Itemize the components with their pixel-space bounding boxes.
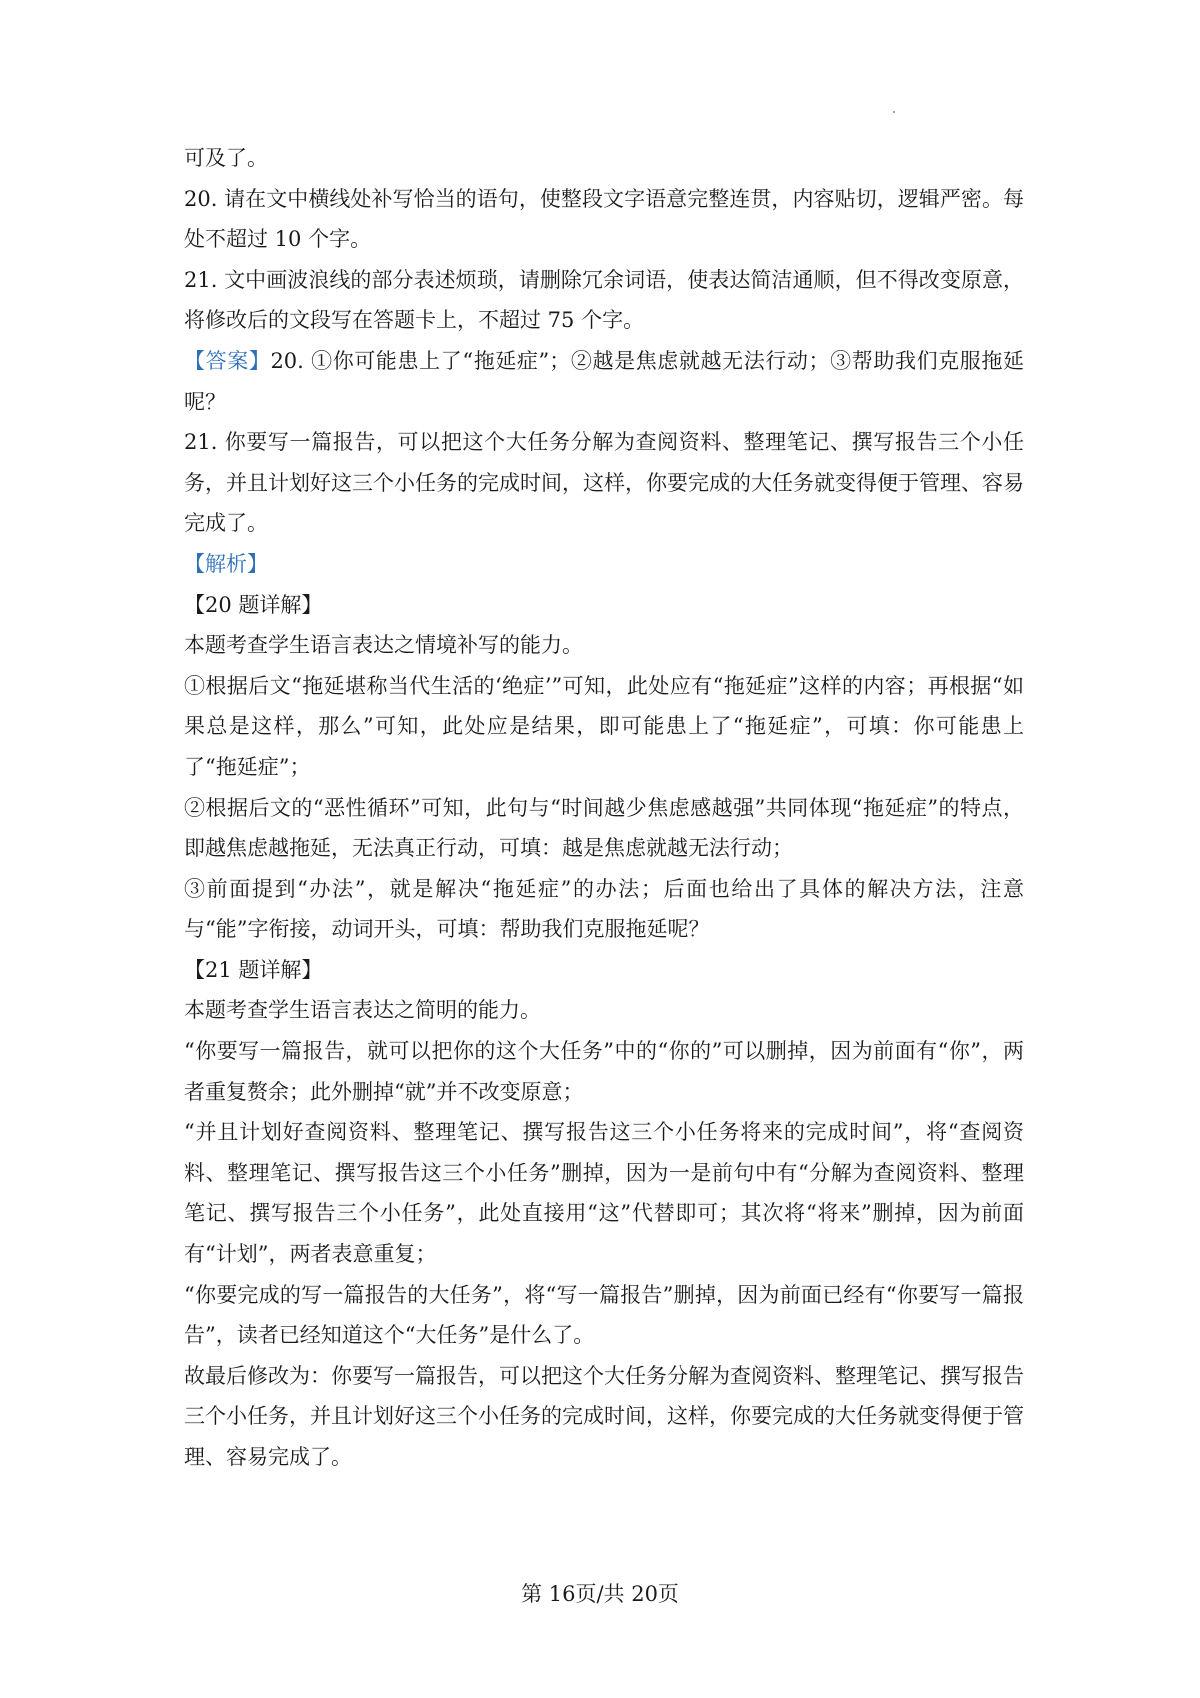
q20-point-1: ①根据后文“拖延堪称当代生活的‘绝症’”可知，此处应有“拖延症”这样的内容；再根据“如果总是这样，那么”可知，此处应是结果，即可能患上了“拖延症”，可填：你可能患上了“拖延症”； bbox=[184, 673, 1024, 779]
q21-intro: 本题考查学生语言表达之简明的能力。 bbox=[184, 998, 541, 1023]
q20-point-3: ③前面提到“办法”，就是解决“拖延症”的办法；后面也给出了具体的解决方法，注意与“能”字衔接，动词开头，可填：帮助我们克服拖延呢？ bbox=[184, 876, 1024, 942]
analysis-heading bbox=[184, 544, 1024, 585]
analysis-label: 【解析】 bbox=[184, 551, 268, 576]
answer-label: 【答案】 bbox=[184, 348, 271, 373]
q20-point-2: ②根据后文的“恶性循环”可知，此句与“时间越少焦虑感越强”共同体现“拖延症”的特点，即越焦虑越拖延，无法真正行动，可填：越是焦虑就越无法行动； bbox=[184, 795, 1024, 861]
q21-detail-heading: 【21 题详解】 bbox=[184, 957, 323, 982]
q20-detail-heading: 【20 题详解】 bbox=[184, 592, 323, 617]
question-21: 21. 文中画波浪线的部分表述烦琐，请删除冗余词语，使表达简洁通顺，但不得改变原意，将修改后的文段写在答题卡上，不超过 75 个字。 bbox=[184, 267, 1024, 333]
q21-point-2: “并且计划好查阅资料、整理笔记、撰写报告这三个小任务将来的完成时间”，将“查阅资料、整理笔记、撰写报告这三个小任务”删掉，因为一是前句中有“分解为查阅资料、整理笔记、撰写报告三个小任务”，此处直接用“这”代替即可；其次将“将来”删掉，因为前面有“计划”，两者表意重复； bbox=[184, 1120, 1024, 1267]
q21-point-3: “你要完成的写一篇报告的大任务”，将“写一篇报告”删掉，因为前面已经有“你要写一篇报告”，读者已经知道这个“大任务”是什么了。 bbox=[184, 1282, 1024, 1348]
q21-conclusion: 故最后修改为：你要写一篇报告，可以把这个大任务分解为查阅资料、整理笔记、撰写报告三个小任务，并且计划好这三个小任务的完成时间，这样，你要完成的大任务就变得便于管理、容易完成了。 bbox=[184, 1363, 1024, 1469]
question-20: 20. 请在文中横线处补写恰当的语句，使整段文字语意完整连贯，内容贴切，逻辑严密。每处不超过 10 个字。 bbox=[184, 186, 1024, 252]
answer-21: 21. 你要写一篇报告，可以把这个大任务分解为查阅资料、整理笔记、撰写报告三个小任务，并且计划好这三个小任务的完成时间，这样，你要完成的大任务就变得便于管理、容易完成了。 bbox=[184, 430, 1024, 536]
q20-intro: 本题考查学生语言表达之情境补写的能力。 bbox=[184, 633, 583, 658]
q21-point-1: “你要写一篇报告，就可以把你的这个大任务”中的“你的”可以删掉，因为前面有“你”，两者重复赘余；此外删掉“就”并不改变原意； bbox=[184, 1039, 1024, 1104]
scan-speck bbox=[893, 111, 895, 113]
page-number: 第 16页/共 20页 bbox=[521, 1582, 679, 1606]
document-body bbox=[184, 138, 1024, 1478]
paragraph-continuation: 可及了。 bbox=[184, 146, 268, 170]
answer-20 bbox=[184, 341, 1024, 422]
answer-20-text: 20. ①你可能患上了“拖延症”；②越是焦虑就越无法行动；③帮助我们克服拖延呢？ bbox=[184, 348, 1025, 414]
